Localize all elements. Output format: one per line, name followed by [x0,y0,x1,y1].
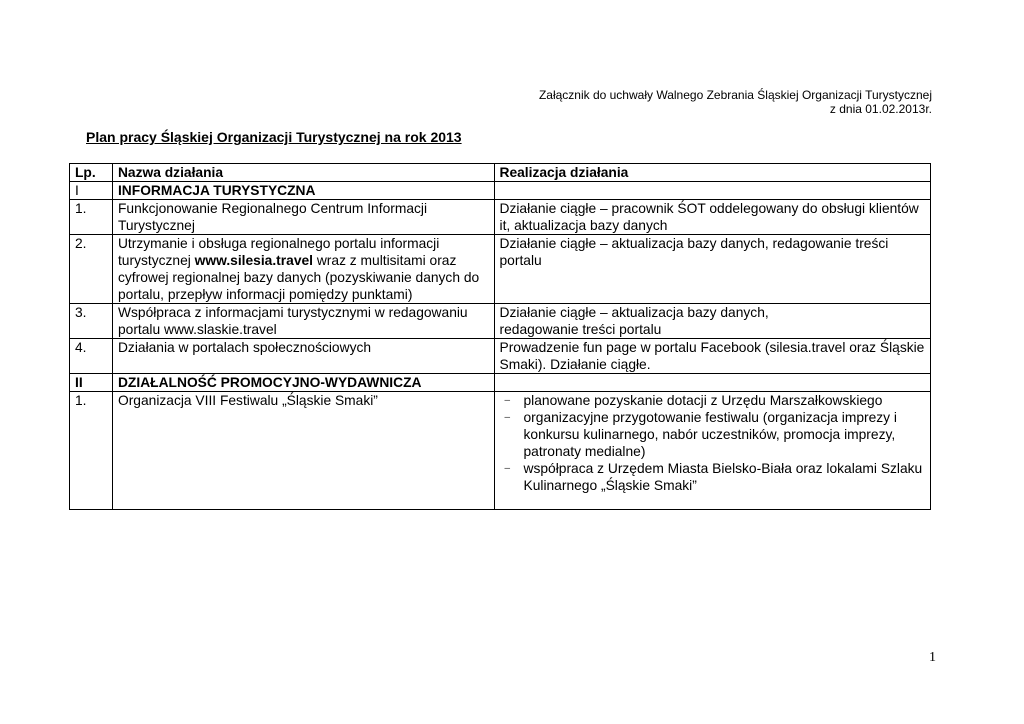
row-lp: 4. [70,339,113,374]
list-item [500,460,926,494]
row-name-text: Utrzymanie i obsługa regionalnego portalu informacji turystycznej [117,236,440,268]
table-row [70,235,931,304]
column-header-realization: Realizacja działania [494,164,931,182]
work-plan-table [69,163,931,510]
dash-bullet-icon: – [504,412,511,423]
row-name: Funkcjonowanie Regionalnego Centrum Informacji Turystycznej [112,200,494,235]
table-row [70,392,931,510]
table-row [70,200,931,235]
page-title: Plan pracy Śląskiej Organizacji Turystycznej na rok 2013 [86,129,462,145]
row-realization: Prowadzenie fun page w portalu Facebook (silesia.travel oraz Śląskie Smaki). Działanie ciągłe. [494,339,931,374]
list-item-text: organizacyjne przygotowanie festiwalu (organizacja imprezy i konkursu kulinarnego, nabór uczestników, promocja imprezy, patronaty medialne) [523,410,897,459]
row-name-text-continued: wraz z multisitami oraz cyfrowej regionalnej bazy danych (pozyskiwanie danych do portalu, przepływ informacji pomiędzy punktami) [117,253,480,302]
table-header-row [70,164,931,182]
dash-bullet-icon: – [504,463,511,474]
list-item-text: współpraca z Urzędem Miasta Bielsko-Biała oraz lokalami Szlaku Kulinarnego „Śląskie Smaki” [523,461,923,493]
row-realization [494,392,931,510]
section-row-information [70,182,931,200]
section-number: II [70,374,113,392]
row-name: Współpraca z informacjami turystycznymi w redagowaniu portalu www.slaskie.travel [112,304,494,339]
list-item [500,409,926,460]
row-lp: 1. [70,392,113,510]
section-row-promotion [70,374,931,392]
list-item-text: planowane pozyskanie dotacji z Urzędu Marszałkowskiego [523,393,883,408]
attachment-note [539,88,932,116]
row-name: Działania w portalach społecznościowych [112,339,494,374]
dash-bullet-icon: – [504,395,511,406]
column-header-lp: Lp. [70,164,113,182]
row-lp: 2. [70,235,113,304]
page-number: 1 [929,650,936,665]
attachment-note-line-1: Załącznik do uchwały Walnego Zebrania Śląskiej Organizacji Turystycznej [538,88,932,102]
row-realization-line-2: redagowanie treści portalu [499,322,662,337]
table-row [70,339,931,374]
attachment-note-date: z dnia 01.02.2013r. [829,102,932,116]
table-row [70,304,931,339]
list-item [500,392,926,409]
row-realization-line-1: Działanie ciągłe – aktualizacja bazy danych, [499,305,769,320]
realization-bullet-list [500,392,926,494]
row-realization [494,304,931,339]
row-name: Organizacja VIII Festiwalu „Śląskie Smaki” [112,392,494,510]
section-label: INFORMACJA TURYSTYCZNA [112,182,494,200]
section-number: I [70,182,113,200]
section-empty-cell [494,182,931,200]
row-realization: Działanie ciągłe – pracownik ŚOT oddelegowany do obsługi klientów it, aktualizacja bazy danych [494,200,931,235]
row-lp: 3. [70,304,113,339]
column-header-name: Nazwa działania [112,164,494,182]
row-name [112,235,494,304]
row-lp: 1. [70,200,113,235]
row-realization: Działanie ciągłe – aktualizacja bazy danych, redagowanie treści portalu [494,235,931,304]
section-label: DZIAŁALNOŚĆ PROMOCYJNO-WYDAWNICZA [112,374,494,392]
portal-link-text: www.silesia.travel [194,253,313,268]
section-empty-cell [494,374,931,392]
